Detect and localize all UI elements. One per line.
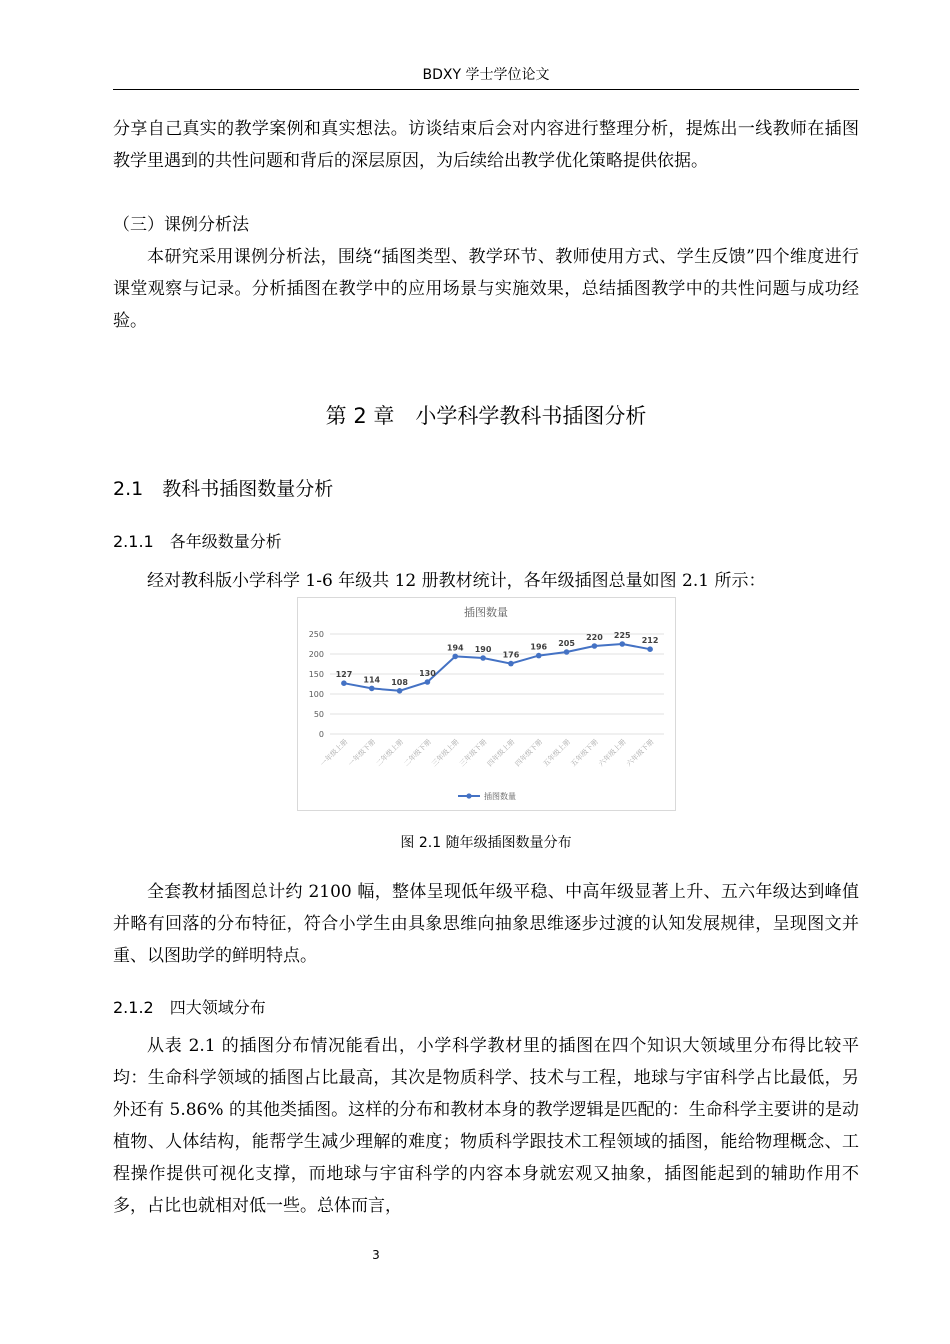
x-tick-label: 二年级下册: [402, 737, 433, 769]
header-rule: [113, 89, 859, 90]
chart-legend: [458, 791, 516, 801]
data-label: 108: [391, 677, 408, 687]
data-label: 176: [502, 650, 520, 660]
data-label: 212: [641, 636, 659, 646]
x-tick-label: 二年级上册: [374, 737, 405, 769]
y-tick-label: 0: [318, 730, 324, 739]
y-tick-label: 100: [308, 690, 324, 699]
data-label: 127: [335, 670, 353, 680]
data-point: [480, 655, 486, 661]
data-point: [536, 653, 542, 659]
legend-point-marker: [466, 793, 471, 798]
y-tick-label: 200: [308, 650, 324, 659]
x-tick-label: 一年级下册: [346, 737, 378, 769]
data-label: 196: [530, 642, 548, 652]
data-label: 194: [446, 643, 464, 653]
x-tick-label: 四年级上册: [485, 737, 517, 769]
y-tick-label: 250: [308, 630, 324, 639]
heading-case-analysis-method: （三）课例分析法: [113, 215, 249, 235]
paragraph-interview-analysis: 分享自己真实的教学案例和真实想法。访谈结束后会对内容进行整理分析，提炼出一线教师在插图教学里遇到的共性问题和背后的深层原因，为后续给出教学优化策略提供依据。: [113, 119, 859, 171]
data-label: 205: [558, 639, 575, 648]
y-tick-label: 150: [308, 670, 324, 679]
data-point: [564, 649, 570, 655]
running-header: BDXY 学士学位论文: [422, 67, 550, 83]
x-tick-label: 一年级上册: [318, 737, 350, 769]
figure-caption: 图 2.1 随年级插图数量分布: [400, 835, 572, 851]
legend-label: 插图数量: [484, 792, 516, 801]
data-label: 130: [419, 669, 436, 678]
data-point: [369, 686, 375, 692]
section-2-1-1-title: 2.1.1 各年级数量分析: [113, 532, 282, 551]
data-point: [647, 646, 653, 652]
chart-title: 插图数量: [464, 606, 508, 619]
x-tick-label: 五年级上册: [541, 737, 572, 769]
section-2-1-title: 2.1 教科书插图数量分析: [113, 478, 334, 500]
y-tick-label: 50: [313, 710, 324, 719]
page-number: 3: [372, 1248, 380, 1262]
paragraph-case-analysis: 本研究采用课例分析法，围绕“插图类型、教学环节、教师使用方式、学生反馈”四个维度进行课堂观察与记录。分析插图在教学中的应用场景与实施效果，总结插图教学中的共性问题与成功经验。: [113, 247, 859, 331]
chapter-title: 第 2 章 小学科学教科书插图分析: [325, 404, 647, 428]
x-tick-label: 三年级上册: [430, 737, 461, 769]
paragraph-figure-intro: 经对教科版小学科学 1-6 年级共 12 册教材统计，各年级插图总量如图 2.1 所示：: [147, 571, 766, 591]
data-label: 190: [474, 645, 492, 654]
x-tick-label: 六年级下册: [625, 737, 656, 769]
data-label: 225: [613, 631, 631, 640]
x-tick-label: 三年级下册: [458, 737, 489, 769]
data-label: 220: [586, 633, 603, 642]
data-point: [508, 661, 514, 667]
x-tick-label: 五年级下册: [569, 737, 600, 769]
x-tick-label: 四年级下册: [513, 737, 545, 769]
paragraph-domain-distribution: 从表 2.1 的插图分布情况能看出，小学科学教材里的插图在四个知识大领域里分布得比较平均：生命科学领域的插图占比最高，其次是物质科学、技术与工程，地球与宇宙科学占比最低，另外还有 5.86% 的其他类插图。这样的分布和教材本身的教学逻辑是匹配的：生命科学主要讲的是动植物、人体结构，能帮学生减少理解的难度；物质科学跟技术工程领域的插图，能给物理概念、工程操作提供可视化支撑，而地球与宇宙科学的内容本身就宏观又抽象，插图能起到的辅助作用不多，占比也就相对低一些。总体而言，: [113, 1036, 859, 1216]
line-chart: [298, 598, 675, 810]
data-point: [425, 679, 431, 685]
series-line: [344, 644, 650, 691]
x-tick-label: 六年级上册: [597, 737, 628, 769]
data-point: [397, 688, 403, 694]
data-label: 114: [363, 675, 381, 685]
paragraph-distribution-summary: 全套教材插图总计约 2100 幅，整体呈现低年级平稳、中高年级显著上升、五六年级达到峰值并略有回落的分布特征，符合小学生由具象思维向抽象思维逐步过渡的认知发展规律，呈现图文并重、以图助学的鲜明特点。: [113, 882, 859, 966]
data-point: [619, 641, 625, 647]
section-2-1-2-title: 2.1.2 四大领域分布: [113, 998, 266, 1017]
data-point: [592, 643, 598, 649]
data-point: [452, 654, 458, 660]
figure-2-1-chart: [297, 597, 676, 811]
data-point: [341, 680, 347, 686]
